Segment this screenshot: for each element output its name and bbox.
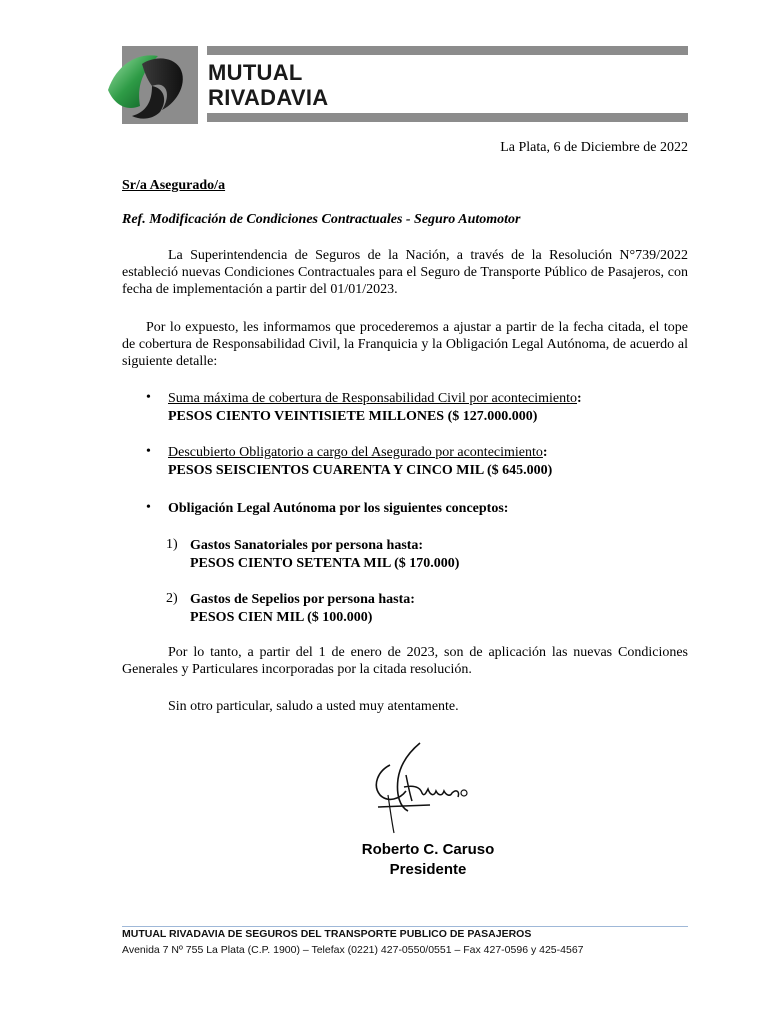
signer-title: Presidente [389,861,467,878]
bullet-item-franquicia: Descubierto Obligatorio a cargo del Asegurado por acontecimiento: [168,445,548,460]
header-bar-bottom [207,113,688,122]
item-value: PESOS CIENTO SETENTA MIL ($ 170.000) [190,556,460,571]
item-label: Gastos de Sepelios por persona hasta: [190,592,415,607]
header-bar-top [207,46,688,55]
footer-address: Avenida 7 Nº 755 La Plata (C.P. 1900) – Telefax (0221) 427-0550/0551 – Fax 427-0596 y 425-4567 [122,944,584,956]
bullet-item-ola: Obligación Legal Autónoma por los siguientes conceptos: [168,501,509,516]
logo-emblem-icon [106,46,198,124]
paragraph-intro: La Superintendencia de Seguros de la Nación, a través de la Resolución N°739/2022 estableció nuevas Condiciones Contractuales para el Seguro de Transporte Público de Pasajeros, con fecha de implementación a partir del 01/01/2023. [122,248,688,297]
salutation: Sr/a Asegurado/a [122,178,226,193]
bullet-icon: • [146,444,151,459]
bullet-value: PESOS CIENTO VEINTISIETE MILLONES ($ 127.000.000) [168,409,538,424]
closing-line: Sin otro particular, saludo a usted muy atentamente. [168,699,459,714]
item-number: 1) [166,537,178,552]
item-number: 2) [166,591,178,606]
bullet-value: PESOS SEISCIENTOS CUARENTA Y CINCO MIL ($ 645.000) [168,463,553,478]
bullet-icon: • [146,500,151,515]
brand-name-line2: RIVADAVIA [208,85,329,110]
paragraph-application: Por lo tanto, a partir del 1 de enero de 2023, son de aplicación las nuevas Condiciones Generales y Particulares incorporadas por la citada resolución. [122,645,688,677]
bullet-label: Descubierto Obligatorio a cargo del Asegurado por acontecimiento [168,445,543,460]
item-label: Gastos Sanatoriales por persona hasta: [190,538,424,553]
handwritten-signature [360,735,490,835]
bullet-icon: • [146,390,151,405]
footer-divider [122,926,688,927]
paragraph-details: Por lo expuesto, les informamos que procederemos a ajustar a partir de la fecha citada, el tope de cobertura de Responsabilidad Civil, la Franquicia y la Obligación Legal Autónoma, de acuerdo al siguiente detalle: [122,320,688,369]
footer-company: MUTUAL RIVADAVIA DE SEGUROS DEL TRANSPORTE PUBLICO DE PASAJEROS [122,928,532,940]
signature-icon [360,735,490,835]
company-logo [106,46,198,124]
reference-line: Ref. Modificación de Condiciones Contractuales - Seguro Automotor [122,212,521,227]
item-value: PESOS CIEN MIL ($ 100.000) [190,610,373,625]
bullet-item-rc: Suma máxima de cobertura de Responsabilidad Civil por acontecimiento: [168,391,582,406]
brand-name-line1: MUTUAL [208,60,303,85]
signer-name: Roberto C. Caruso [361,841,495,858]
bullet-label: Suma máxima de cobertura de Responsabilidad Civil por acontecimiento [168,391,578,406]
letter-date: La Plata, 6 de Diciembre de 2022 [500,140,688,155]
